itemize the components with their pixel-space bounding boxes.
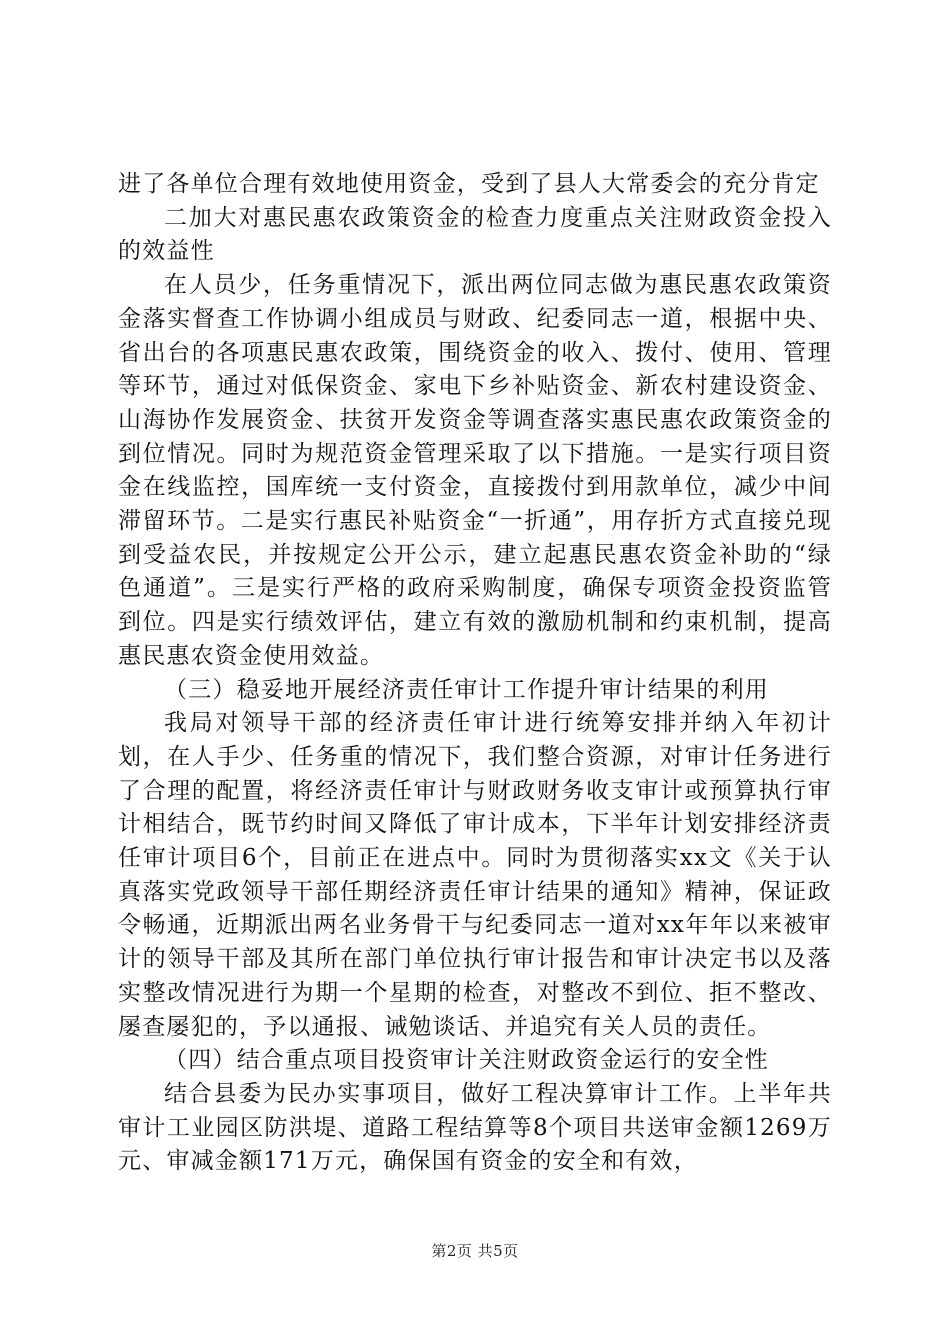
- document-body: [118, 168, 832, 1179]
- section-heading-4: （四）结合重点项目投资审计关注财政资金运行的安全性: [164, 1047, 769, 1074]
- section-heading-3: （三）稳妥地开展经济责任审计工作提升审计结果的利用: [164, 676, 769, 703]
- paragraph-7: 结合县委为民办实事项目，做好工程决算审计工作。上半年共审计工业园区防洪堤、道路工程结算等8个项目共送审金额1269万元、审减金额171万元，确保国有资金的安全和有效，: [118, 1080, 832, 1175]
- paragraph-1: 进了各单位合理有效地使用资金，受到了县人大常委会的充分肯定: [118, 171, 820, 197]
- paragraph-5: 我局对领导干部的经济责任审计进行统筹安排并纳入年初计划，在人手少、任务重的情况下，我们整合资源，对审计任务进行了合理的配置，将经济责任审计与财政财务收支审计或预算执行审计相结合，既节约时间又降低了审计成本，下半年计划安排经济责任审计项目6个，目前正在进点中。同时为贯彻落实xx文《关于认真落实党政领导干部任期经济责任审计结果的通知》精神，保证政令畅通，近期派出两名业务骨干与纪委同志一道对xx年年以来被审计的领导干部及其所在部门单位执行审计报告和审计决定书以及落实整改情况进行为期一个星期的检查，对整改不到位、拒不整改、屡查屡犯的，予以通报、诫勉谈话、并追究有关人员的责任。: [118, 710, 832, 1040]
- section-heading-2: 二加大对惠民惠农政策资金的检查力度重点关注财政资金投入的效益性: [118, 204, 832, 265]
- paragraph-3: 在人员少，任务重情况下，派出两位同志做为惠民惠农政策资金落实督查工作协调小组成员与财政、纪委同志一道，根据中央、省出台的各项惠民惠农政策，围绕资金的收入、拨付、使用、管理等环节，通过对低保资金、家电下乡补贴资金、新农村建设资金、山海协作发展资金、扶贫开发资金等调查落实惠民惠农政策资金的到位情况。同时为规范资金管理采取了以下措施。一是实行项目资金在线监控，国库统一支付资金，直接拨付到用款单位，减少中间滞留环节。二是实行惠民补贴资金“一折通”，用存折方式直接兑现到受益农民，并按规定公开公示，建立起惠民惠农资金补助的“绿色通道”。三是实行严格的政府采购制度，确保专项资金投资监管到位。四是实行绩效评估，建立有效的激励机制和约束机制，提高惠民惠农资金使用效益。: [118, 272, 832, 669]
- page-footer: [0, 1240, 950, 1261]
- page-number-label: 第2页 共5页: [431, 1242, 519, 1260]
